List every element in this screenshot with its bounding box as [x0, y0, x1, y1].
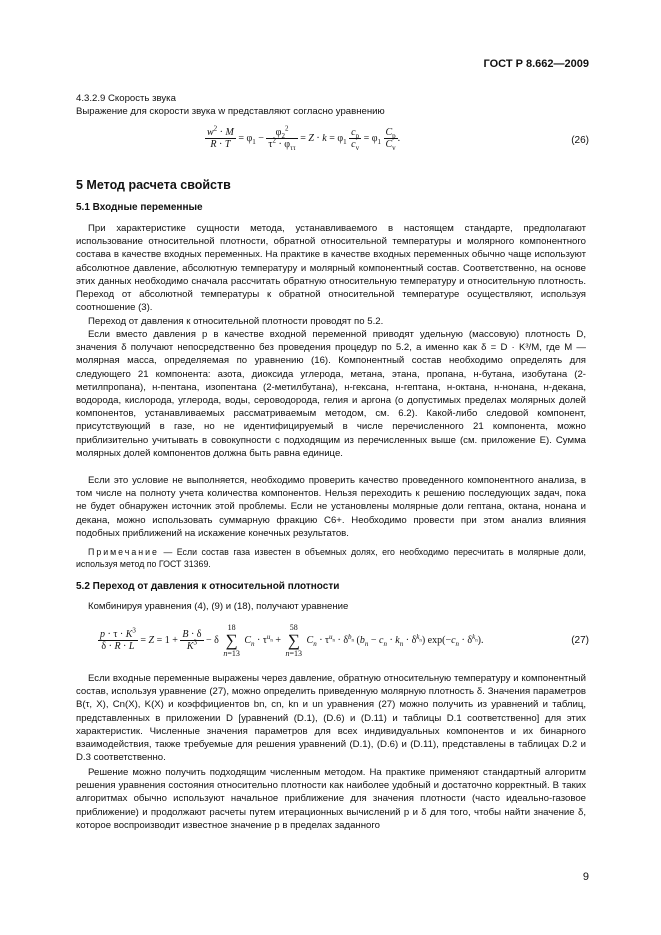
equation-27-number: (27) — [571, 635, 589, 646]
document-header: ГОСТ Р 8.662—2009 — [483, 58, 589, 70]
paragraph-52-intro: Комбинируя уравнения (4), (9) и (18), получают уравнение — [88, 601, 349, 612]
note-text: — Если состав газа известен в объемных долях, его необходимо пересчитать в молярные доли, используя метод по ГОСТ 31369. — [76, 547, 586, 569]
note — [76, 546, 586, 570]
paragraph-51-p4: Если это условие не выполняется, необходимо проверить качество проведенного компонентного анализа, в том числе на полноту учета количества компонентов. Нельзя переходить к решению последующих задач, пока не будет обнаружен источник этой проблемы. Если не установлены молярные доли гептана, октана, нонана и декана, можно использовать суммарную фракцию C6+. Необходимо провести при этом анализ влияния подобных приближений на искажение конечных результатов. — [76, 475, 586, 539]
equation-27: $\frac{p \cdot \tau \cdot K^3}{\delta \cdot R \cdot L}$ = Z = 1 + $\frac{B \cdot \delta}{K^3}$ − δ 18 ∑ n=13 $C_n \cdot \tau^{u_n} + 58$ ∑ n=13 $C_n \cdot \tau^{u_n} \cdot \delta^{b_n}$ $(b_n - c_n \cdot k_n \cdot \delta^{k_n}) \exp(-c_n \cdot \delta^{k_n})$. — [100, 623, 484, 658]
paragraph-51-p1: При характеристике сущности метода, устанавливаемого в настоящем стандарте, предполагают использование относительной плотности, обратной относительной температуры и молярного компонентного состава в качестве входных переменных. На практике в качестве входных переменных обычно чаще используют абсолютное давление, абсолютную температуру и молярный компонентный состав. Соответственно, на основе этих данных необходимо сначала рассчитать обратную относительную температуру и относительную плотность. Переход от абсолютной температуры к обратной относительной температуре осуществляют, используя соотношение (3). — [76, 223, 586, 314]
paragraph-52-p1: Если входные переменные выражены через давление, обратную относительную температуру и компонентный состав, используя уравнение (27), можно определить приведенную молярную плотность δ. Значения параметров B(τ, X), Cn(X), K(X) и коэффициентов bn, cn, kn и un уравнения (27) можно получить из уравнений и таблиц, представленных в приложении D [уравнений (D.1), (D.6) и (D.11) и таблицы D.1 соответственно] для этих характеристик. Численные значения параметров для всех индивидуальных компонентов и их бинарного взаимодействия, также требуемые для решения уравнений (D.1), (D.6) и (D.11), представлены в таблицах D.2 и D.3 соответственно. — [76, 673, 586, 764]
subsection-52-title: 5.2 Переход от давления к относительной плотности — [76, 581, 340, 592]
subsection-title-4329: 4.3.2.9 Скорость звука — [76, 93, 176, 104]
paragraph-52-p2: Решение можно получить подходящим численным методом. На практике применяют стандартный алгоритм решения уравнения состояния относительно плотности как наиболее удобный и достаточно корректный. В таких алгоритмах обычно используют начальное приближение для значения плотности (часто идеально-газовое приближение) и продолжают расчеты путем итерационных вычислений p и δ для того, чтобы найти значение δ, которое воспроизводит известное значение p в пределах заданного — [76, 767, 586, 831]
page-number: 9 — [582, 871, 589, 883]
equation-26-number: (26) — [571, 135, 589, 146]
paragraph-51-p3: Если вместо давления p в качестве входной переменной приводят удельную (массовую) плотность D, значения δ получают непосредственно без проведения процедур по 5.2, а именно как δ = D · K³/M, где M — молярная масса, определяемая по уравнению (16). Компонентный состав необходимо определять для следующего 21 компонента: азота, диоксида углерода, метана, этана, пропана, н-бутана, изобутана (2-метилпропана), н-пентана, изопентана (2-метилбутана), н-гексана, н-гептана, н-октана, н-нонана, н-декана, водорода, кислорода, углерода, воды, сероводорода, гелия и аргона (о допустимых пределах молярных долей компонентов, устанавливаемых рассматриваемым методом, см. 6.2). Какой-либо следовой компонент, присутствующий в газе, но не идентифицируемый в числе перечисленного 21 компонента, можно приблизительно учитывать в совокупности с подходящим из перечисленных выше (см. приложение Е). Сумма молярных долей компонентов должна быть равна единице. — [76, 329, 586, 459]
note-label: Примечание — [88, 547, 159, 557]
paragraph-51-p2: Переход от давления к относительной плотности проводят по 5.2. — [88, 316, 384, 327]
subsection-51-title: 5.1 Входные переменные — [76, 202, 203, 213]
paragraph-sound-speed-intro: Выражение для скорости звука w представляют согласно уравнению — [76, 106, 385, 117]
section-5-title: 5 Метод расчета свойств — [76, 178, 231, 192]
equation-26: $\frac{w^2 \cdot M}{R \cdot T}$ = $\varphi_1$ − $\varphi_2^2$ $\tau^2 \cdot \varphi_{\tau\tau}$ = $Z \cdot k = \varphi_1$ $\frac{c_p}{c_v}$ = $\varphi_1$ $\frac{C_p}{C_v}$ . — [207, 124, 401, 152]
